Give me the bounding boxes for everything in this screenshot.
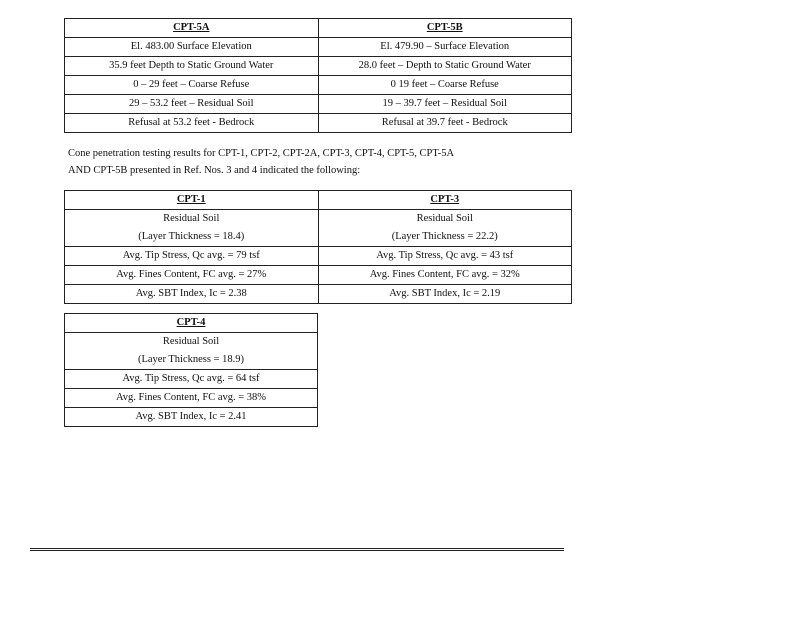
table-row	[65, 389, 318, 408]
table-row	[65, 38, 572, 57]
table-row	[65, 266, 572, 285]
paragraph-line: AND CPT-5B presented in Ref. Nos. 3 and 4 indicated the following:	[68, 165, 361, 176]
table-cell: 19 – 39.7 feet – Residual Soil	[318, 95, 572, 114]
page-footer-rule	[30, 548, 564, 551]
table-row	[65, 210, 572, 229]
column-header-cpt-5a: CPT-5A	[65, 19, 319, 38]
body-paragraph	[68, 145, 588, 179]
layer-thickness-cell: (Layer Thickness = 18.4)	[65, 228, 319, 247]
table-row	[65, 57, 572, 76]
table-row	[65, 370, 318, 389]
sbt-index-cell: Avg. SBT Index, Ic = 2.38	[65, 285, 319, 304]
table-row	[65, 351, 318, 370]
table-cell: El. 479.90 – Surface Elevation	[318, 38, 572, 57]
layer-thickness-cell: (Layer Thickness = 18.9)	[65, 351, 318, 370]
column-header-cpt-3: CPT-3	[318, 191, 572, 210]
sbt-index-cell: Avg. SBT Index, Ic = 2.19	[318, 285, 572, 304]
table-row	[65, 228, 572, 247]
soil-type-cell: Residual Soil	[318, 210, 572, 229]
fines-content-cell: Avg. Fines Content, FC avg. = 32%	[318, 266, 572, 285]
table-cell: 35.9 feet Depth to Static Ground Water	[65, 57, 319, 76]
table-cell: 29 – 53.2 feet – Residual Soil	[65, 95, 319, 114]
layer-thickness-cell: (Layer Thickness = 22.2)	[318, 228, 572, 247]
table-row	[65, 76, 572, 95]
table-cell: El. 483.00 Surface Elevation	[65, 38, 319, 57]
paragraph-line: Cone penetration testing results for CPT-1, CPT-2, CPT-2A, CPT-3, CPT-4, CPT-5, CPT-5A	[68, 148, 455, 159]
soil-type-cell: Residual Soil	[65, 333, 318, 352]
cpt-1-cpt-3-table	[64, 190, 572, 304]
table-cell: 0 19 feet – Coarse Refuse	[318, 76, 572, 95]
table-row	[65, 95, 572, 114]
sbt-index-cell: Avg. SBT Index, Ic = 2.41	[65, 408, 318, 427]
table-row	[65, 285, 572, 304]
fines-content-cell: Avg. Fines Content, FC avg. = 38%	[65, 389, 318, 408]
table-row	[65, 408, 318, 427]
cpt-4-table	[64, 313, 318, 427]
table-row	[65, 333, 318, 352]
table-cell: Refusal at 39.7 feet - Bedrock	[318, 114, 572, 133]
table-header-row	[65, 191, 572, 210]
table-cell: 28.0 feet – Depth to Static Ground Water	[318, 57, 572, 76]
soil-type-cell: Residual Soil	[65, 210, 319, 229]
tip-stress-cell: Avg. Tip Stress, Qc avg. = 43 tsf	[318, 247, 572, 266]
table-header-row	[65, 19, 572, 38]
column-header-cpt-1: CPT-1	[65, 191, 319, 210]
table-row	[65, 247, 572, 266]
table-row	[65, 114, 572, 133]
table-cell: Refusal at 53.2 feet - Bedrock	[65, 114, 319, 133]
cpt-5-table	[64, 18, 572, 133]
tip-stress-cell: Avg. Tip Stress, Qc avg. = 79 tsf	[65, 247, 319, 266]
table-header-row	[65, 314, 318, 333]
fines-content-cell: Avg. Fines Content, FC avg. = 27%	[65, 266, 319, 285]
column-header-cpt-4: CPT-4	[65, 314, 318, 333]
column-header-cpt-5b: CPT-5B	[318, 19, 572, 38]
tip-stress-cell: Avg. Tip Stress, Qc avg. = 64 tsf	[65, 370, 318, 389]
table-cell: 0 – 29 feet – Coarse Refuse	[65, 76, 319, 95]
